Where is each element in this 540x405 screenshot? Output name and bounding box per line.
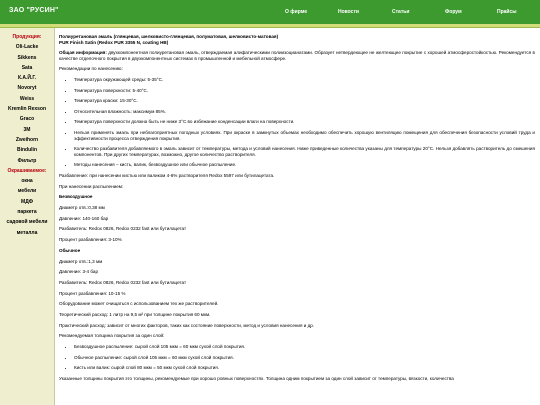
sidebar-item-sata[interactable]: Sata xyxy=(21,64,33,71)
sidebar-item-furniture[interactable]: мебели xyxy=(17,188,37,195)
top-header-bar xyxy=(0,0,540,24)
list-item: • Обычное распыление: сырой слой 105 мкм = 60 мкм сухой слой покрытия. xyxy=(74,355,535,361)
list-item: • Относительная влажность: максимум 85%. xyxy=(74,109,535,115)
nav-link-news[interactable]: Новости xyxy=(338,9,359,15)
product-subtitle: PUR Finish Satin (Redox PUR 3355 N, coating HB) xyxy=(59,39,169,45)
sidebar-item-bindulin[interactable]: Bindulin xyxy=(17,147,37,154)
sidebar-item-oli-lacke[interactable]: Oli-Lacke xyxy=(15,44,39,51)
list-item: • Количество разбавителя добавляемого в эмаль зависит от температуры, метода и условий нанесения. Ниже приведенные количества указаны для температуры 20°С. Нельзя добавлять растворитель до смешения компонентов. При других температурах, возможно, другое количество растворителя. xyxy=(74,146,535,158)
list-item: • Температура поверхности должна быть не ниже 3°С во избежание конденсации влаги на поверхности. xyxy=(74,119,535,125)
normal-nozzle: Диаметр отв.:1,3 мм xyxy=(59,258,103,264)
general-info-label: Общая информация: xyxy=(59,49,107,55)
sidebar-item-kremlin-rexson[interactable]: Kremlin Rexson xyxy=(7,106,47,113)
sidebar-item-parquet[interactable]: паркета xyxy=(17,209,37,216)
list-item: • Нельзя применять эмаль при неблагоприятных погодных условиях. При окраске в замкнутых объемах необходимо обеспечить хорошую вентиляцию помещения для обеспечения безопасности условий труда и эффективности процесса отверждения покрытия. xyxy=(74,130,535,142)
airless-dilution: Процент разбавления: 3-10% xyxy=(59,237,122,243)
theoretical-consumption: Теоретический расход: 1 литр на 9,5 м² при толщине покрытия 60 мкм. xyxy=(59,312,211,318)
list-item: • Методы нанесения – кисть, валик, безвоздушное или обычное распыление. xyxy=(74,162,535,168)
thickness-list xyxy=(59,344,535,371)
list-item: • Безвоздушное распыление: сырой слой 105 мкм = 60 мкм сухой слой покрытия. xyxy=(74,344,535,350)
sidebar-item-garden-furniture[interactable]: садовой мебели xyxy=(6,219,48,226)
sidebar-item-graco[interactable]: Graco xyxy=(19,116,35,123)
normal-thinner: Разбавитель: Redox 0826, Redox 0232 fast или бутилацетат xyxy=(59,279,187,285)
recommendations-heading: Рекомендации по нанесению: xyxy=(59,66,123,72)
nav-link-about[interactable]: О фирме xyxy=(285,9,308,15)
recommendations-list xyxy=(59,77,535,168)
general-info-text: двухкомпонентная полиуретановая эмаль, отверждаемая алифатическими полиизоцианатами. Образует нетвердеющее не желтеющее покрытие с хорошей атмосферостойкостью. Рекомендуется в качестве отделочного покрытия в двухкомпонентных системах в промышленной и мебельной атмосфере. xyxy=(59,49,536,61)
list-item: • Температура окружающей среды: 5-35°С. xyxy=(74,77,535,83)
airless-thinner: Разбавитель: Redox 0826, Redox 0232 fast или бутилацетат xyxy=(59,226,187,232)
list-item: • Температура краски: 15-30°С. xyxy=(74,98,535,104)
main-content xyxy=(59,34,535,386)
equipment-note: Оборудование может очищаться с использованием тех же растворителей. xyxy=(59,301,219,307)
product-title: Полиуретановая эмаль (глянцевая, шелковисто-глянцевая, полуматовая, шелковисто-матовая) xyxy=(59,34,279,39)
airless-heading: Безвоздушное xyxy=(59,194,93,200)
brush-thinning-text: Разбавление: при нанесении кистью или валиком 4-6% растворителя Redox 5597 или бутилацетата. xyxy=(59,172,275,178)
header-divider xyxy=(0,27,540,28)
thickness-heading: Рекомендуемая толщина покрытия за один слой: xyxy=(59,333,165,339)
spray-heading: При нанесении распылением: xyxy=(59,183,124,189)
sidebar-menu xyxy=(0,28,55,405)
sidebar-item-windows[interactable]: окна xyxy=(21,178,33,185)
sidebar-heading-painted: Окрашиваемое: xyxy=(7,167,47,174)
sidebar-item-weiss[interactable]: Weiss xyxy=(19,95,35,102)
airless-nozzle: Диаметр отв.:0,38 мм xyxy=(59,205,105,211)
normal-dilution: Процент разбавления: 10-15 % xyxy=(59,290,126,296)
list-item: • Температура поверхности: 5-40°С. xyxy=(74,88,535,94)
sidebar-item-metal[interactable]: металла xyxy=(16,229,38,236)
practical-consumption: Практический расход: зависит от многих факторов, таких как состояние поверхности, метод и условия нанесения и др. xyxy=(59,322,315,328)
nav-link-articles[interactable]: Статьи xyxy=(392,9,410,15)
list-item: • Кисть или валик: сырой слой 80 мкм = 50 мкм сухой слой покрытия. xyxy=(74,365,535,371)
nav-link-forum[interactable]: Форум xyxy=(445,9,462,15)
sidebar-item-sikkens[interactable]: Sikkens xyxy=(17,54,37,61)
sidebar-item-filter[interactable]: Фильтр xyxy=(17,157,37,164)
sidebar-item-zweihorn[interactable]: Zweihorn xyxy=(15,136,39,143)
site-logo[interactable]: ЗАО "РУСИН" xyxy=(9,7,59,14)
sidebar-item-mdf[interactable]: МДФ xyxy=(21,198,33,205)
sidebar-item-3m[interactable]: 3M xyxy=(23,126,31,133)
normal-heading: Обычное xyxy=(59,247,81,253)
final-paragraph: Указанные толщины покрытия это толщины, рекомендуемые при хорошо ровных поверхностях. Толщина одним покрытием за один слой зависит от температуры, вязкости, количества xyxy=(59,375,454,381)
sidebar-heading-products: Продукция: xyxy=(12,34,42,40)
sidebar-item-kaig[interactable]: К.А.Й.Г. xyxy=(17,75,37,82)
nav-link-prices[interactable]: Прайсы xyxy=(497,9,517,15)
airless-pressure: Давление: 140-160 бар xyxy=(59,215,109,221)
general-info-paragraph xyxy=(59,50,535,62)
sidebar-item-novoryt[interactable]: Novoryt xyxy=(17,85,37,92)
normal-pressure: Давление: 3-4 бар xyxy=(59,269,98,275)
